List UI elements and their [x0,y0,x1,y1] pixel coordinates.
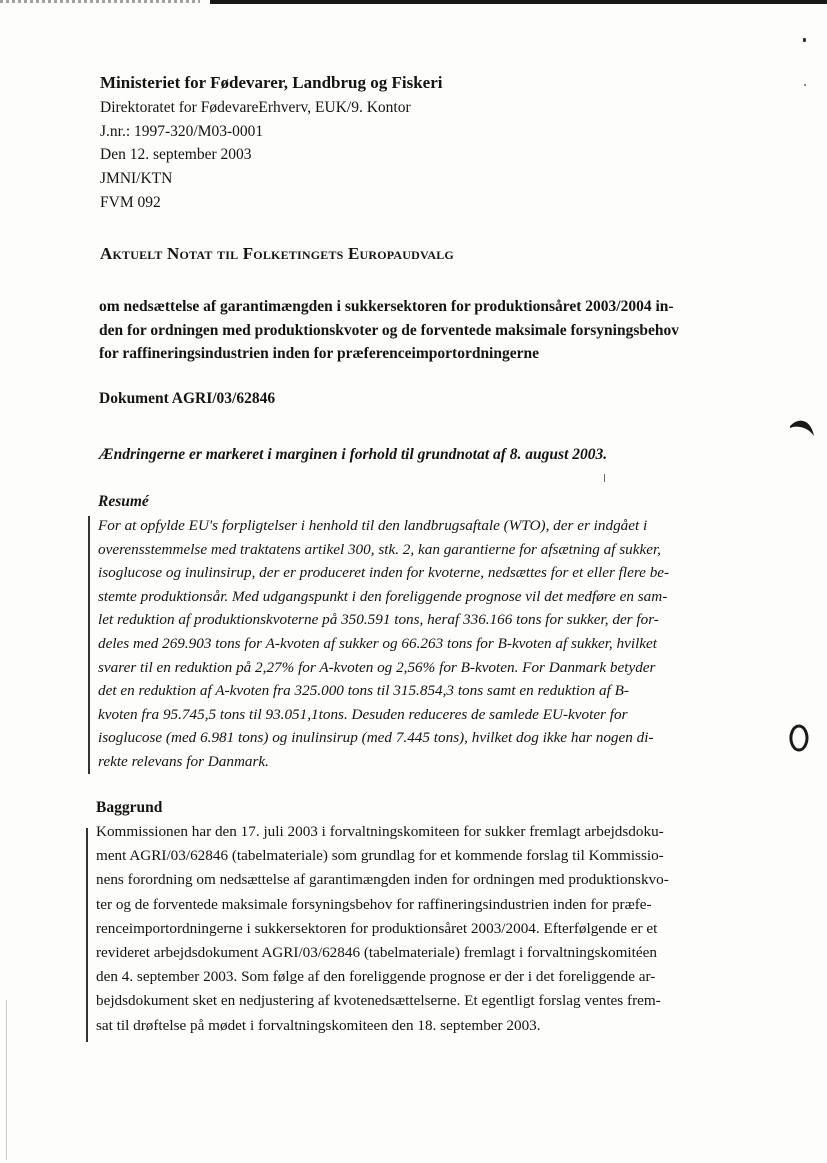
header-line-reference: FVM 092 [100,193,161,211]
subject-line: for raffineringsindustrien inden for præferenceimportordningerne [99,345,539,363]
resume-line: det en reduktion af A-kvoten fra 325.000 tons til 315.854,3 tons samt en reduktion af B- [98,682,629,700]
baggrund-line: den 4. september 2003. Som følge af den foreliggende prognose er der i det foreliggende ar- [96,968,656,986]
baggrund-line: sat til drøftelse på mødet i forvaltningskomiteen den 18. september 2003. [96,1016,541,1034]
header-line-case-number: J.nr.: 1997-320/M03-0001 [100,122,264,140]
scan-speck [803,38,806,42]
header-line-date: Den 12. september 2003 [100,146,252,164]
baggrund-body [96,820,669,1038]
resume-line: rekte relevans for Danmark. [98,752,269,770]
baggrund-line: ter og de forventede maksimale forsyningsbehov for raffineringsindustrien inden for præfe- [96,895,652,913]
subject-line: den for ordningen med produktionskvoter og de forventede maksimale forsyningsbehov [99,321,680,339]
baggrund-line: bejdsdokument sket en nedjustering af kvotenedsættelserne. Et egentligt forslag ventes frem- [96,992,661,1010]
header-line-directorate: Direktoratet for FødevareErhverv, EUK/9. Kontor [100,99,411,116]
punch-hole-ring [788,723,810,753]
header-line-initials: JMNI/KTN [100,170,173,188]
baggrund-line: ment AGRI/03/62846 (tabelmateriale) som grundlag for et kommende forslag til Kommissio- [96,847,664,865]
change-margin-bar [86,828,88,1042]
ministry-name: Ministeriet for Fødevarer, Landbrug og Fiskeri [100,73,443,92]
change-margin-bar [88,516,90,774]
baggrund-heading: Baggrund [96,799,163,816]
baggrund-line: renceimportordningerne i sukkersektoren for produktionsåret 2003/2004. Efterfølgende er et [96,919,658,937]
scan-speck [804,84,806,86]
resume-line: stemte produktionsår. Med udgangspunkt i den foreliggende prognose vil det medføre en sam- [98,587,668,605]
subject-line: om nedsættelse af garantimængden i sukkersektoren for produktionsåret 2003/2004 in- [99,298,674,315]
document-title: Aktuelt Notat til Folketingets Europaudvalg [100,244,454,263]
resume-line: svarer til en reduktion på 2,27% for A-kvoten og 2,56% for B-kvoten. For Danmark betyder [98,658,656,676]
changes-note: Ændringerne er markeret i marginen i forhold til grundnotat af 8. august 2003. [99,446,608,463]
resume-line: isoglucose og inulinsirup, der er produceret inden for kvoterne, nedsættes for et eller flere be- [98,564,670,582]
baggrund-line: Kommissionen har den 17. juli 2003 i forvaltningskomiteen for sukker fremlagt arbejdsdoku- [96,823,664,840]
resume-line: For at opfylde EU's forpligtelser i henhold til den landbrugsaftale (WTO), der er indgået i [98,517,648,534]
resume-line: kvoten fra 95.745,5 tons til 93.051,1tons. Desuden reduceres de samlede EU-kvoter for [98,705,628,723]
resume-line: isoglucose (med 6.981 tons) og inulinsirup (med 7.445 tons), hvilket dog ikke har nogen di- [98,729,654,747]
resume-line: deles med 269.903 tons for A-kvoten af sukker og 66.263 tons for B-kvoten af sukker, hvilket [98,634,657,652]
baggrund-line: nens forordning om nedsættelse af garantimængden inden for ordningen med produktionskvo- [96,871,669,889]
baggrund-line: revideret arbejdsdokument AGRI/03/62846 (tabelmateriale) fremlagt i forvaltningskomitéen [96,944,657,962]
resume-line: let reduktion af produktionskvoterne på 350.591 tons, heraf 336.166 tons for sukker, der for- [98,611,659,629]
resume-heading: Resumé [98,493,149,510]
resume-line: overensstemmelse med traktatens artikel 300, stk. 2, kan garantierne for afsætning af sukker, [98,540,661,558]
document-reference: Dokument AGRI/03/62846 [99,390,276,407]
scan-left-shadow [6,1000,7,1160]
header-block [100,96,411,215]
resume-body [98,514,669,774]
scan-tick-mark [604,474,605,482]
punch-hole-fragment [788,418,816,438]
scan-edge-mark [0,0,200,3]
subject-block [99,295,729,366]
scan-top-border [210,0,827,4]
